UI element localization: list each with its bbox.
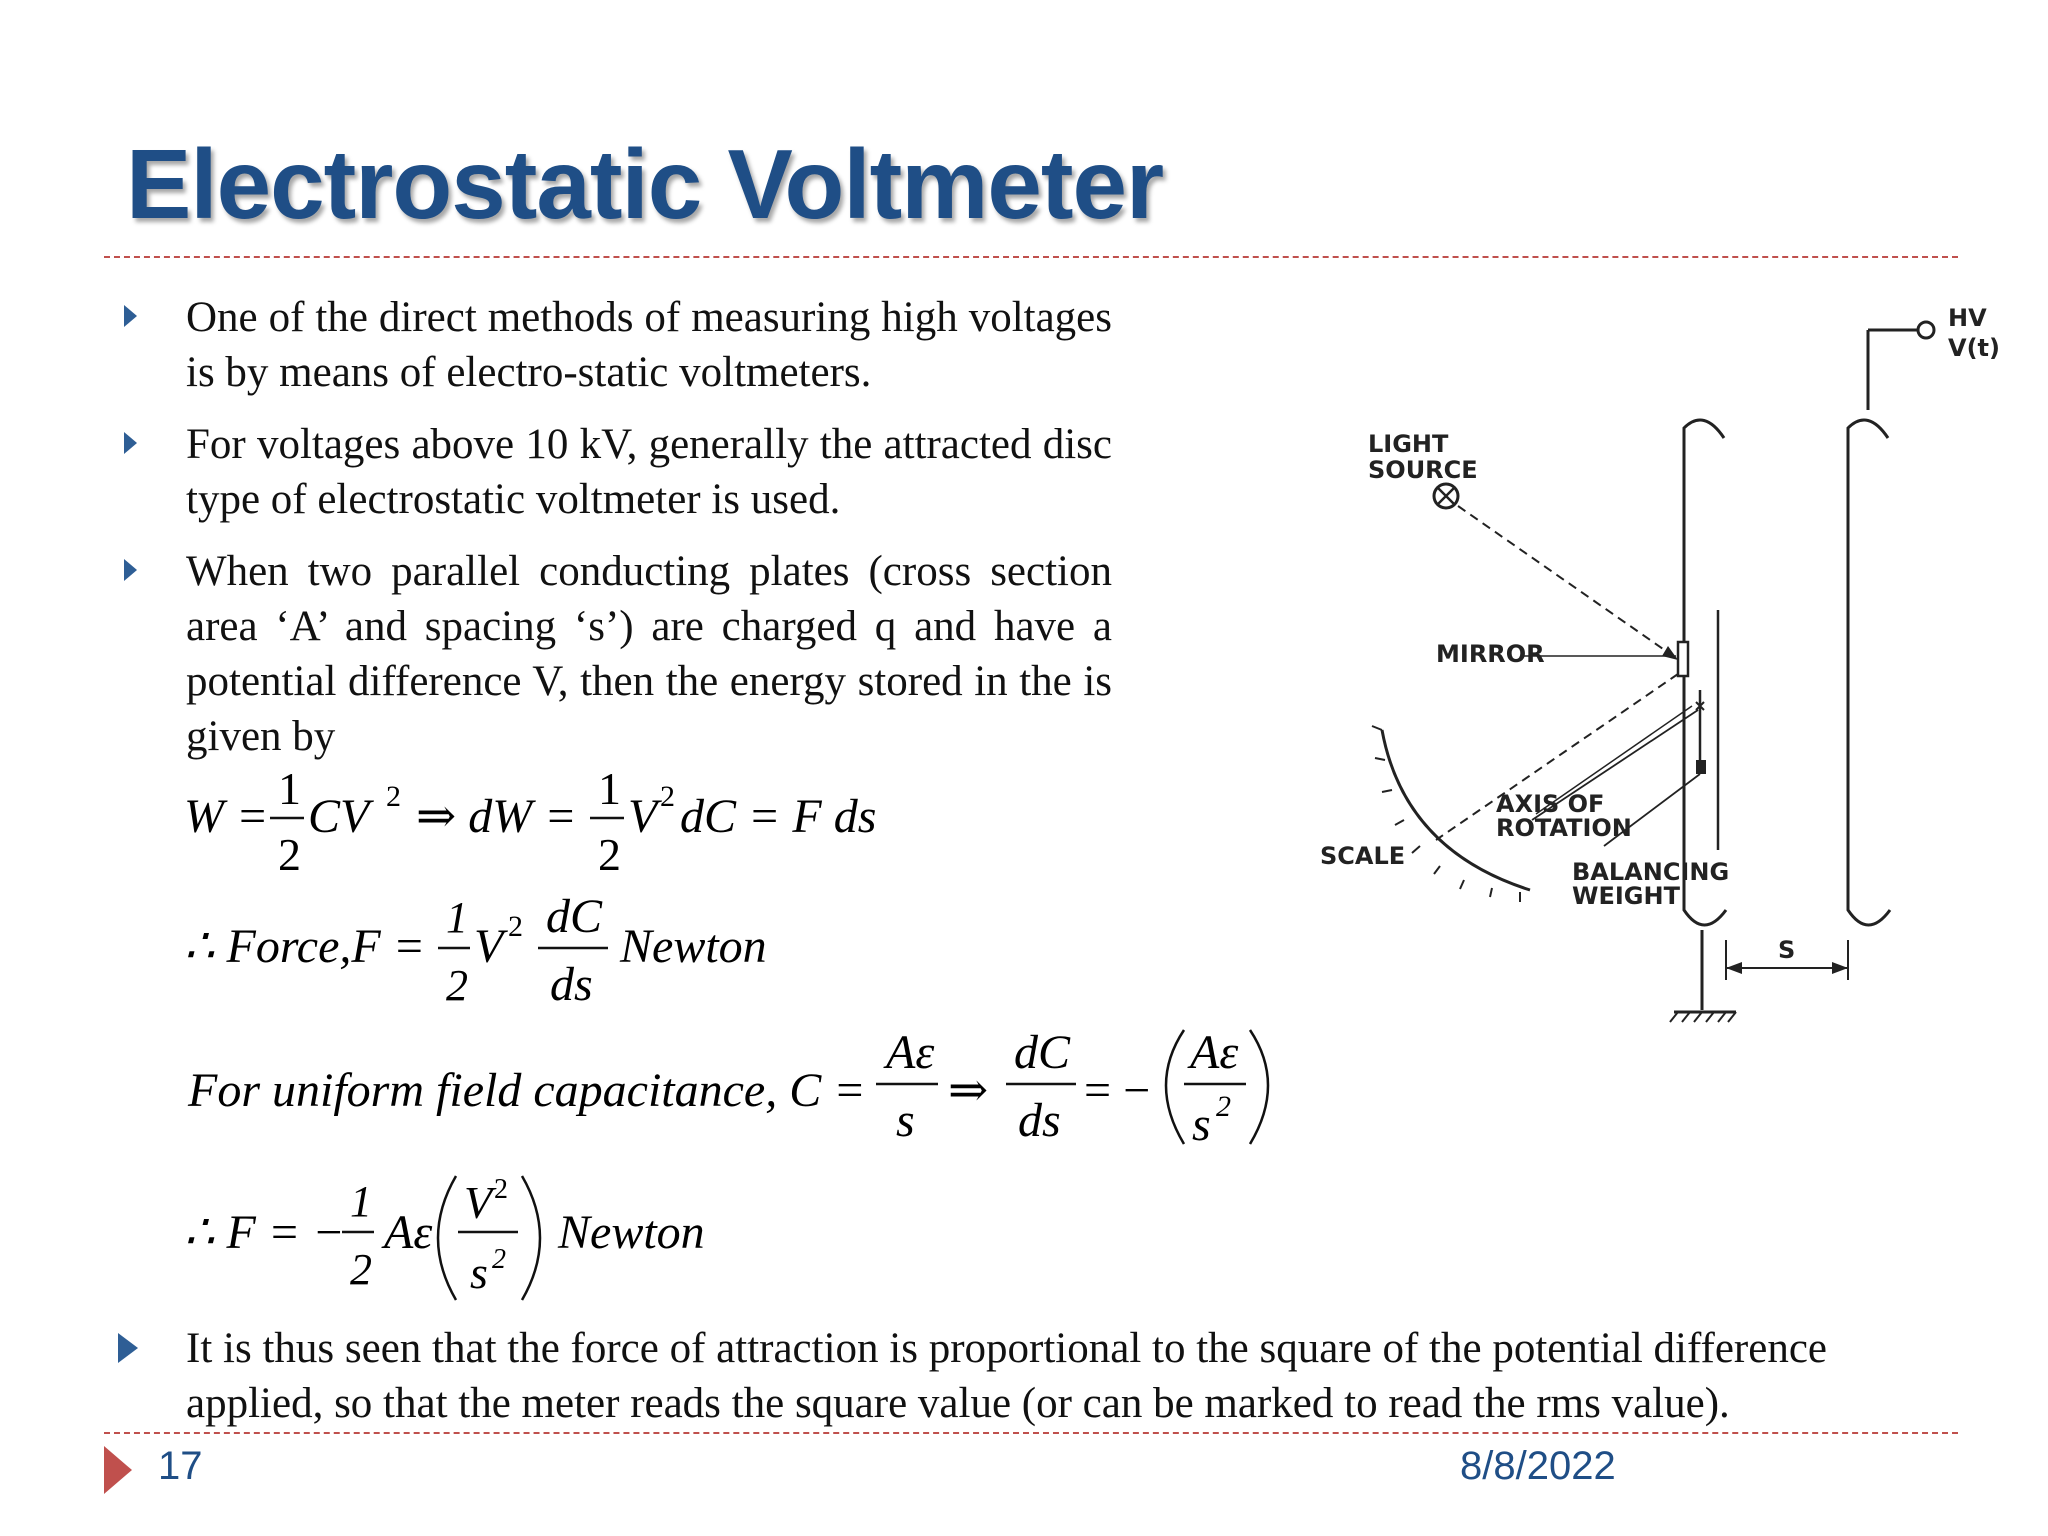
voltmeter-diagram xyxy=(1300,290,2048,1050)
eq3-num2: dC xyxy=(1014,1026,1071,1079)
eq3-den3: s xyxy=(1192,1098,1211,1151)
footer-divider xyxy=(104,1432,1958,1434)
eq4-left-paren xyxy=(438,1176,456,1300)
title-divider xyxy=(104,256,1958,258)
eq3-eqminus: = − xyxy=(1084,1064,1151,1117)
eq4-den: s xyxy=(470,1247,488,1298)
page-number: 17 xyxy=(158,1444,203,1488)
eq3-den2: ds xyxy=(1018,1094,1061,1147)
light-source-label: LIGHT xyxy=(1368,430,1449,458)
eq1-implies: ⇒ dW = xyxy=(416,790,577,843)
axis-label: AXIS OF xyxy=(1496,790,1605,818)
eq1-two: 2 xyxy=(278,829,301,880)
equation-force xyxy=(180,888,900,1012)
bullet-arrow-icon xyxy=(118,1333,138,1363)
eq3-sq: 2 xyxy=(1216,1090,1231,1123)
conclusion-text: It is thus seen that the force of attraction is proportional to the square of the potential difference applied, so that the meter reads the square value (or can be marked to read the rms value). xyxy=(186,1325,1828,1427)
spacing-arrow-head-right xyxy=(1832,962,1848,974)
eq4-numsq: 2 xyxy=(494,1174,508,1205)
hv-electrode xyxy=(1848,420,1890,925)
eq4-unit: Newton xyxy=(558,1206,705,1259)
eq4-ae: Aε xyxy=(384,1206,433,1259)
balancing-label-2: WEIGHT xyxy=(1572,882,1680,910)
eq3-num1: Aε xyxy=(886,1026,935,1079)
incident-beam xyxy=(1458,506,1676,658)
bullet-arrow-icon xyxy=(124,559,137,581)
hv-terminal-icon xyxy=(1918,322,1934,338)
vt-label: V(t) xyxy=(1948,334,2000,362)
slide-title: Electrostatic Voltmeter xyxy=(126,129,1164,239)
eq4-num: V xyxy=(464,1177,493,1228)
eq4-one: 1 xyxy=(350,1177,372,1226)
eq1-rest: dC = F ds xyxy=(680,790,877,843)
balancing-label: BALANCING xyxy=(1572,858,1730,886)
eq1-sq-b: 2 xyxy=(660,780,675,813)
eq3-left-paren xyxy=(1166,1030,1184,1144)
bullet-arrow-icon xyxy=(124,305,137,327)
footer-arrow-icon xyxy=(104,1446,132,1494)
bullet-text-1: One of the direct methods of measuring high voltages is by means of electro-static voltmeters. xyxy=(186,294,1112,396)
eq1-v: V xyxy=(628,790,658,843)
equation-energy xyxy=(180,760,900,880)
eq3-right-paren xyxy=(1250,1030,1268,1144)
axis-label-2: ROTATION xyxy=(1496,814,1632,842)
eq3-implies: ⇒ xyxy=(948,1064,989,1117)
eq1-lhs: W = xyxy=(184,790,269,843)
eq3-num3: Aε xyxy=(1190,1026,1239,1079)
equation-capacitance xyxy=(180,1020,1300,1170)
eq2-unit: Newton xyxy=(620,920,767,973)
balancing-weight-icon xyxy=(1696,760,1706,774)
bullet-arrow-icon xyxy=(124,432,137,454)
eq3-den1: s xyxy=(896,1094,915,1147)
eq1-sq: 2 xyxy=(386,780,401,813)
eq1-one: 1 xyxy=(278,763,301,814)
eq2-v: V xyxy=(474,920,504,973)
eq2-one: 1 xyxy=(446,893,468,942)
incident-beam-arrow xyxy=(1662,646,1678,660)
eq2-two: 2 xyxy=(446,961,468,1010)
eq1-two-b: 2 xyxy=(598,829,621,880)
equation-final-force xyxy=(180,1168,900,1314)
slide-date: 8/8/2022 xyxy=(1460,1444,1616,1488)
eq2-num: dC xyxy=(546,890,603,943)
eq1-cv: CV xyxy=(308,790,370,843)
bullet-text-3: When two parallel conducting plates (cross section area ‘A’ and spacing ‘s’) are charged q and have a potential difference V, then the energy stored in the is given by xyxy=(186,548,1112,760)
eq4-two: 2 xyxy=(350,1245,372,1294)
mirror-icon xyxy=(1678,642,1688,676)
spacing-label: S xyxy=(1778,936,1796,964)
eq2-lhs: ∴ Force,F = xyxy=(184,920,426,973)
scale-label: SCALE xyxy=(1320,842,1406,870)
eq4-right-paren xyxy=(522,1176,540,1300)
hv-label: HV xyxy=(1948,304,1987,332)
eq2-den: ds xyxy=(550,958,593,1011)
spacing-arrow-head-left xyxy=(1726,962,1742,974)
mirror-label: MIRROR xyxy=(1436,640,1545,668)
eq1-one-b: 1 xyxy=(598,763,621,814)
eq3-lhs: For uniform field capacitance, C = xyxy=(188,1064,866,1117)
bullet-text-2: For voltages above 10 kV, generally the attracted disc type of electrostatic voltmeter is used. xyxy=(186,421,1112,523)
eq2-sq: 2 xyxy=(508,910,523,943)
ground-electrode xyxy=(1684,420,1726,925)
light-source-label-2: SOURCE xyxy=(1368,456,1478,484)
eq4-lhs: ∴ F = − xyxy=(184,1206,345,1259)
eq4-densq: 2 xyxy=(492,1244,506,1275)
